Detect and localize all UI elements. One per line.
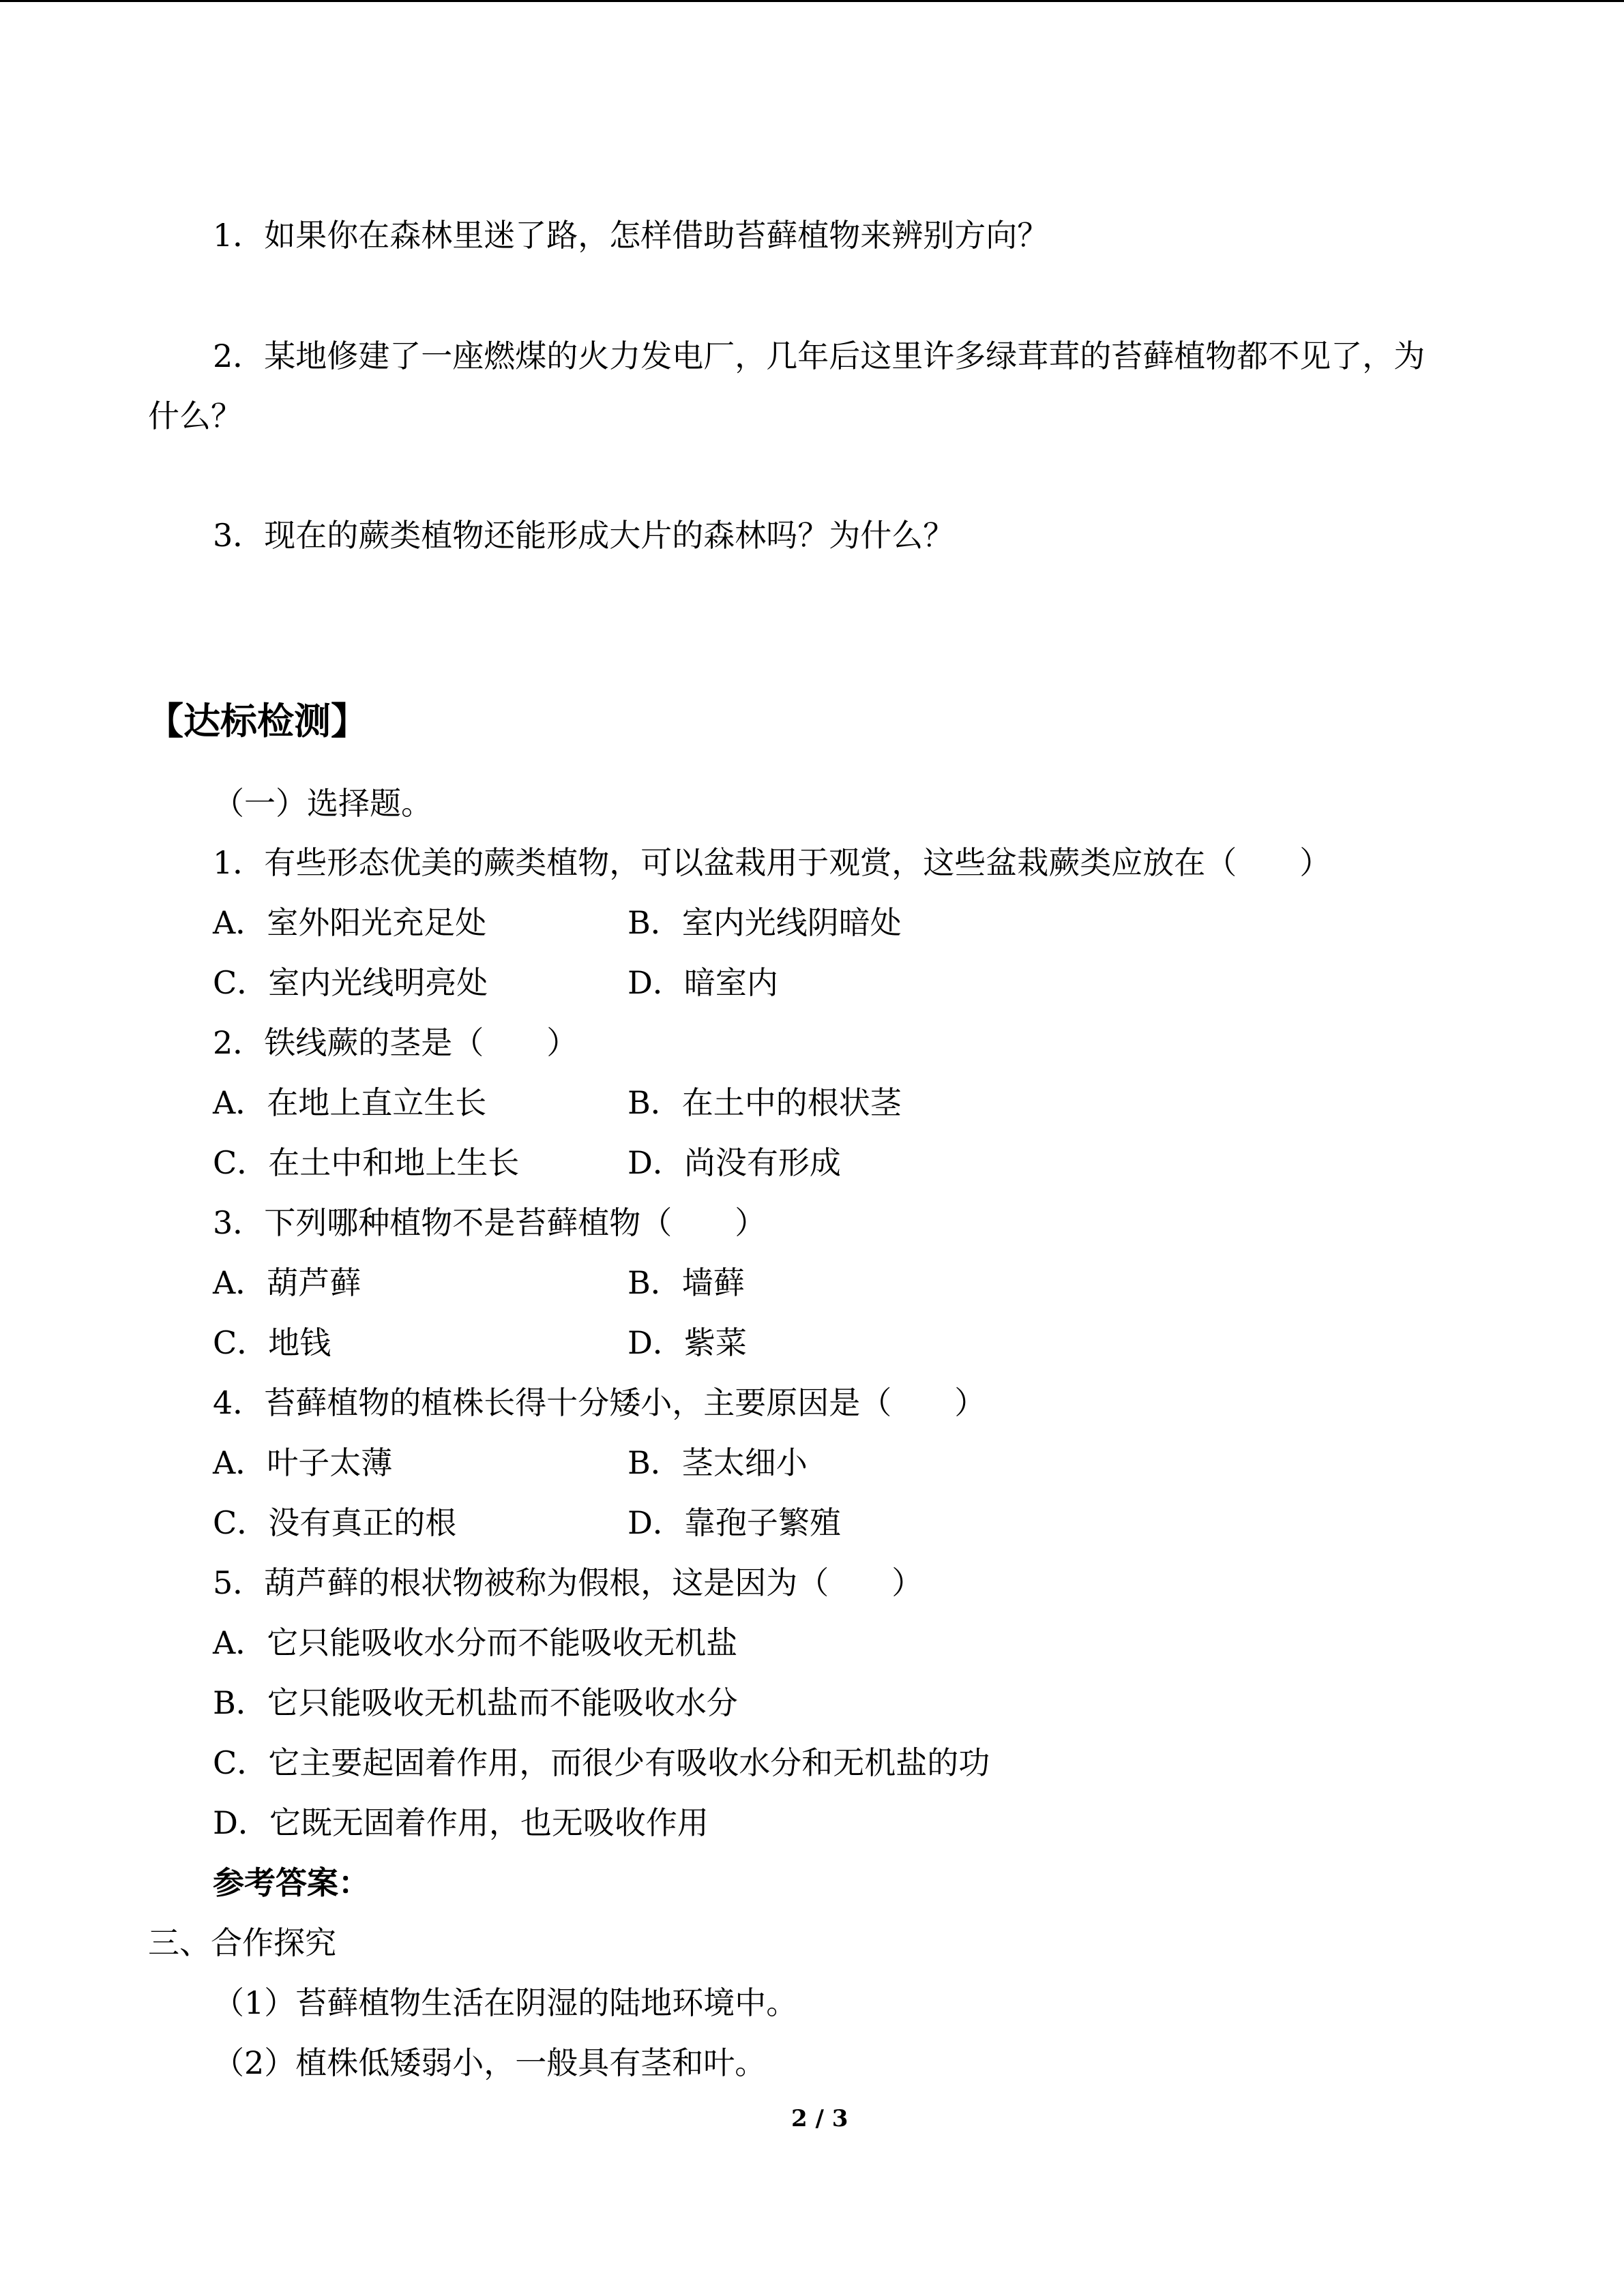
answer-key-label: 参考答案： [213, 1864, 370, 1901]
question-3-stem: 3．下列哪种植物不是苔藓植物（ ） [213, 1204, 767, 1241]
question-5-option-d: D．它既无固着作用，也无吸收作用 [213, 1804, 709, 1841]
question-3-option-b: B．墙藓 [628, 1264, 745, 1301]
question-1-stem: 1．有些形态优美的蕨类植物，可以盆栽用于观赏，这些盆栽蕨类应放在（ ） [213, 844, 1331, 881]
question-4-option-a: A．叶子太薄 [213, 1444, 393, 1481]
question-4-stem: 4．苔藓植物的植株长得十分矮小，主要原因是（ ） [213, 1384, 986, 1421]
question-5-option-b: B．它只能吸收无机盐而不能吸收水分 [213, 1684, 738, 1721]
discussion-question-3: 3．现在的蕨类植物还能形成大片的森林吗？为什么？ [213, 517, 955, 554]
discussion-question-2-line-1: 2．某地修建了一座燃煤的火力发电厂，几年后这里许多绿茸茸的苔藓植物都不见了，为 [213, 338, 1426, 374]
question-2-option-b: B．在土中的根状茎 [628, 1084, 902, 1121]
question-2-option-d: D．尚没有形成 [628, 1144, 841, 1181]
answer-item-2: （2）植株低矮弱小，一般具有茎和叶。 [213, 2044, 767, 2081]
section-cooperative-inquiry: 三、合作探究 [148, 1924, 336, 1961]
question-2-stem: 2．铁线蕨的茎是（ ） [213, 1024, 578, 1061]
top-border-line [0, 0, 1624, 2]
answer-item-1: （1）苔藓植物生活在阴湿的陆地环境中。 [213, 1984, 798, 2021]
question-4-option-d: D．靠孢子繁殖 [628, 1504, 841, 1541]
question-4-option-b: B．茎太细小 [628, 1444, 808, 1481]
question-3-option-a: A．葫芦藓 [213, 1264, 361, 1301]
question-1-option-b: B．室内光线阴暗处 [628, 904, 902, 941]
question-3-option-c: C．地钱 [213, 1324, 331, 1361]
section-multiple-choice: （一）选择题。 [213, 785, 432, 822]
question-2-option-a: A．在地上直立生长 [213, 1084, 487, 1121]
question-3-option-d: D．紫菜 [628, 1324, 747, 1361]
discussion-question-1: 1．如果你在森林里迷了路，怎样借助苔藓植物来辨别方向？ [213, 217, 1049, 254]
page-number: 2 / 3 [791, 2105, 848, 2132]
question-1-option-a: A．室外阳光充足处 [213, 904, 487, 941]
question-1-option-c: C．室内光线明亮处 [213, 964, 488, 1001]
question-5-option-c: C．它主要起固着作用，而很少有吸收水分和无机盐的功 [213, 1744, 990, 1781]
question-4-option-c: C．没有真正的根 [213, 1504, 457, 1541]
question-5-option-a: A．它只能吸收水分而不能吸收无机盐 [213, 1624, 738, 1661]
test-heading: 【达标检测】 [147, 699, 368, 743]
question-2-option-c: C．在土中和地上生长 [213, 1144, 520, 1181]
discussion-question-2-line-2: 什么？ [148, 398, 242, 434]
question-1-option-d: D．暗室内 [628, 964, 778, 1001]
question-5-stem: 5．葫芦藓的根状物被称为假根，这是因为（ ） [213, 1564, 924, 1601]
